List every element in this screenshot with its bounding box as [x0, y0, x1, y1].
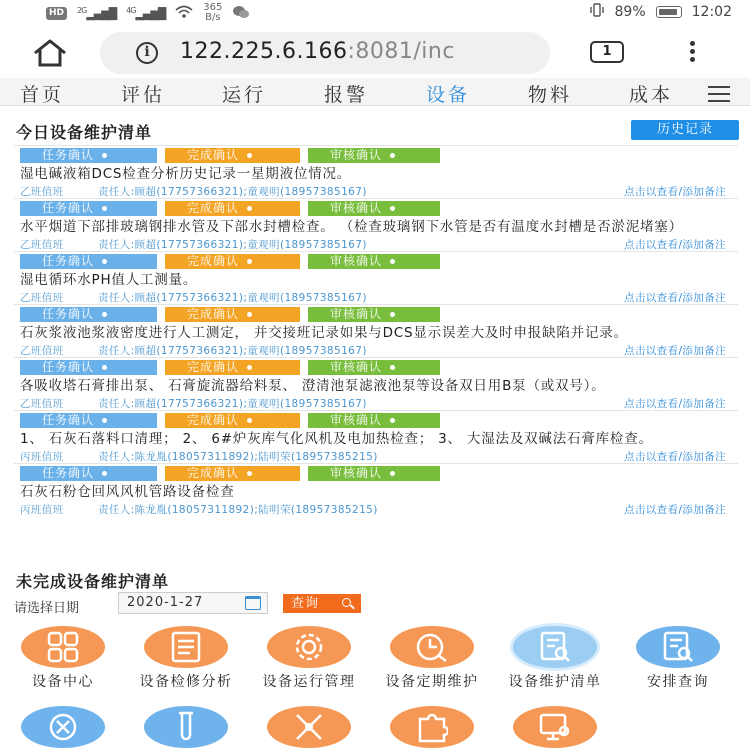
task-responsible: 责任人:顾超(17757366321);童观明(18957385167) [98, 292, 367, 304]
review-confirm-button[interactable] [308, 360, 440, 375]
target-icon[interactable] [21, 706, 105, 748]
task-action-row [14, 464, 738, 482]
home-icon[interactable] [30, 38, 70, 68]
wifi-icon [175, 5, 193, 22]
status-dot-icon [247, 312, 252, 317]
menu-tile[interactable] [249, 626, 369, 691]
menu-tile-label: 设备运行管理 [262, 674, 356, 690]
task-card [14, 198, 738, 251]
task-description: 水平烟道下部排玻璃钢排水管及下部水封槽检查。 （检查玻璃钢下水管是否有温度水封槽是否淤泥堵塞） [20, 219, 683, 235]
grid-icon[interactable] [21, 626, 105, 668]
url-port: :8081/inc [347, 39, 455, 64]
menu-tile[interactable] [372, 706, 492, 748]
tag-label: 完成确认 [187, 148, 240, 162]
address-bar[interactable] [100, 32, 550, 74]
speed-value: 365 [203, 2, 223, 13]
date-input[interactable] [118, 592, 268, 614]
tag-label: 审核确认 [330, 466, 383, 480]
unfinished-section-title: 未完成设备维护清单 [16, 572, 170, 591]
tag-label: 任务确认 [42, 201, 95, 215]
task-meta [14, 289, 738, 304]
today-section-title: 今日设备维护清单 [16, 123, 153, 142]
tag-label: 审核确认 [330, 413, 383, 427]
review-confirm-button[interactable] [308, 254, 440, 269]
tag-label: 完成确认 [187, 254, 240, 268]
task-responsible: 责任人:顾超(17757366321);童观明(18957385167) [98, 239, 367, 251]
view-add-note-link[interactable]: 点击以查看/添加备注 [623, 398, 726, 410]
more-menu-icon[interactable] [686, 41, 698, 65]
complete-confirm-button[interactable] [165, 413, 300, 428]
task-description: 湿电循环水PH值人工测量。 [20, 272, 198, 288]
task-shift: 乙班值班 [20, 292, 64, 304]
tag-label: 审核确认 [330, 360, 383, 374]
battery-percent: 89% [614, 4, 646, 20]
menu-tile[interactable] [126, 706, 246, 748]
status-dot-icon [102, 471, 107, 476]
review-confirm-button[interactable] [308, 307, 440, 322]
tag-label: 完成确认 [187, 360, 240, 374]
task-description: 1、 石灰石落料口清理； 2、 6#炉灰库气化风机及电加热检查； 3、 大湿法及双碱法石膏库检查。 [20, 431, 653, 447]
task-meta [14, 395, 738, 410]
signal-icon-2g: $^{2G}$▂▄▆█ [77, 5, 117, 21]
status-dot-icon [390, 259, 395, 264]
status-left [46, 3, 250, 23]
task-description: 各吸收塔石膏排出泵、 石膏旋流器给料泵、 澄清池泵滤液池泵等设备双日用B泵（或双号）。 [20, 378, 606, 394]
tag-label: 任务确认 [42, 307, 95, 321]
task-action-row [14, 252, 738, 270]
task-meta [14, 342, 738, 357]
status-dot-icon [390, 206, 395, 211]
history-button[interactable]: 历史记录 [631, 120, 739, 140]
menu-tile-label: 安排查询 [647, 674, 709, 690]
menu-tile[interactable] [495, 626, 615, 691]
info-icon[interactable]: i [136, 42, 158, 64]
status-dot-icon [390, 418, 395, 423]
network-4g-label: 4G [126, 5, 136, 15]
task-responsible: 责任人:顾超(17757366321);童观明(18957385167) [98, 345, 367, 357]
task-description: 石灰石粉仓回风风机管路设备检查 [20, 484, 235, 500]
complete-confirm-button[interactable] [165, 148, 300, 163]
status-dot-icon [247, 418, 252, 423]
browser-toolbar [0, 26, 750, 78]
tab-switcher-button[interactable]: 1 [590, 41, 624, 63]
task-action-row [14, 411, 738, 429]
complete-confirm-button[interactable] [165, 466, 300, 481]
menu-tile[interactable] [3, 706, 123, 748]
task-responsible: 责任人:陈龙胤(18057311892);陆明荣(18957385215) [98, 504, 378, 516]
task-confirm-button[interactable] [20, 307, 157, 322]
task-responsible: 责任人:陈龙胤(18057311892);陆明荣(18957385215) [98, 451, 378, 463]
status-dot-icon [102, 365, 107, 370]
main-nav [0, 78, 750, 106]
battery-icon [656, 6, 682, 18]
status-bar [0, 0, 750, 26]
task-confirm-button[interactable] [20, 413, 157, 428]
doc-search-icon[interactable] [636, 626, 720, 668]
task-card [14, 304, 738, 357]
menu-tile[interactable] [372, 626, 492, 691]
test-tube-icon[interactable] [144, 706, 228, 748]
task-shift: 乙班值班 [20, 398, 64, 410]
hamburger-menu-icon[interactable] [688, 78, 750, 106]
task-meta [14, 448, 738, 463]
menu-tile[interactable] [3, 626, 123, 691]
status-dot-icon [247, 259, 252, 264]
menu-tile-label: 设备检修分析 [139, 674, 233, 690]
task-shift: 乙班值班 [20, 239, 64, 251]
menu-tile[interactable] [126, 626, 246, 691]
date-label: 请选择日期 [14, 601, 80, 616]
complete-confirm-button[interactable] [165, 360, 300, 375]
review-confirm-button[interactable] [308, 413, 440, 428]
task-confirm-button[interactable] [20, 254, 157, 269]
view-add-note-link[interactable]: 点击以查看/添加备注 [623, 504, 726, 516]
view-add-note-link[interactable]: 点击以查看/添加备注 [623, 345, 726, 357]
tag-label: 完成确认 [187, 413, 240, 427]
network-speed [203, 3, 222, 23]
task-card [14, 251, 738, 304]
nav-tab-cost[interactable]: 成本 [629, 84, 674, 106]
tag-label: 任务确认 [42, 466, 95, 480]
view-add-note-link[interactable]: 点击以查看/添加备注 [623, 451, 726, 463]
menu-tile-label: 设备维护清单 [508, 674, 602, 690]
wechat-icon [232, 5, 250, 22]
task-card [14, 145, 738, 198]
search-icon [342, 598, 351, 607]
status-dot-icon [390, 153, 395, 158]
status-dot-icon [102, 259, 107, 264]
nav-tab-equipment[interactable]: 设备 [426, 84, 471, 106]
task-description: 湿电碱液箱DCS检查分析历史记录一星期液位情况。 [20, 166, 352, 182]
hd-badge: HD [46, 7, 67, 20]
view-add-note-link[interactable]: 点击以查看/添加备注 [623, 292, 726, 304]
nav-tab-material[interactable]: 物料 [528, 84, 573, 106]
review-confirm-button[interactable] [308, 148, 440, 163]
url-text[interactable] [180, 39, 455, 64]
task-shift: 乙班值班 [20, 186, 64, 198]
status-dot-icon [247, 153, 252, 158]
tag-label: 完成确认 [187, 307, 240, 321]
task-action-row [14, 305, 738, 323]
tag-label: 审核确认 [330, 254, 383, 268]
tag-label: 任务确认 [42, 148, 95, 162]
tag-label: 完成确认 [187, 201, 240, 215]
tag-label: 任务确认 [42, 254, 95, 268]
status-dot-icon [390, 312, 395, 317]
menu-tile-label: 设备定期维护 [385, 674, 479, 690]
status-dot-icon [102, 153, 107, 158]
review-confirm-button[interactable] [308, 466, 440, 481]
status-dot-icon [247, 365, 252, 370]
status-dot-icon [102, 418, 107, 423]
task-responsible: 责任人:顾超(17757366321);童观明(18957385167) [98, 398, 367, 410]
monitor-gear-icon[interactable] [513, 706, 597, 748]
task-meta [14, 236, 738, 251]
complete-confirm-button[interactable] [165, 254, 300, 269]
clock: 12:02 [691, 4, 732, 20]
task-confirm-button[interactable] [20, 201, 157, 216]
nav-tab-alarm[interactable]: 报警 [324, 84, 369, 106]
tag-label: 审核确认 [330, 148, 383, 162]
task-meta [14, 501, 738, 516]
task-card [14, 463, 738, 516]
vibrate-icon [589, 3, 605, 21]
speed-unit: B/s [205, 12, 221, 23]
status-dot-icon [102, 206, 107, 211]
tag-label: 任务确认 [42, 413, 95, 427]
checklist-icon[interactable] [144, 626, 228, 668]
nav-tab-home[interactable]: 首页 [20, 84, 65, 106]
task-description: 石灰浆液池浆液密度进行人工测定， 并交接班记录如果与DCS显示误差大及时申报缺陷并记录。 [20, 325, 628, 341]
nav-tab-evaluation[interactable]: 评估 [121, 84, 166, 106]
task-shift: 丙班值班 [20, 504, 64, 516]
menu-tile[interactable] [495, 706, 615, 748]
network-2g-label: 2G [77, 5, 87, 15]
task-shift: 丙班值班 [20, 451, 64, 463]
schedule-icon[interactable] [390, 626, 474, 668]
puzzle-icon[interactable] [390, 706, 474, 748]
calendar-icon[interactable] [245, 596, 261, 610]
menu-tile-label: 设备中心 [32, 674, 94, 690]
view-add-note-link[interactable]: 点击以查看/添加备注 [623, 186, 726, 198]
task-action-row [14, 358, 738, 376]
task-action-row [14, 199, 738, 217]
task-meta [14, 183, 738, 198]
task-card [14, 410, 738, 463]
menu-tile[interactable] [618, 626, 738, 691]
task-list [14, 145, 738, 516]
menu-tile[interactable] [249, 706, 369, 748]
task-shift: 乙班值班 [20, 345, 64, 357]
task-action-row [14, 146, 738, 164]
list-search-icon[interactable] [513, 626, 597, 668]
task-confirm-button[interactable] [20, 466, 157, 481]
tag-label: 任务确认 [42, 360, 95, 374]
query-label: 查询 [291, 596, 320, 611]
complete-confirm-button[interactable] [165, 307, 300, 322]
query-button[interactable] [283, 594, 361, 613]
review-confirm-button[interactable] [308, 201, 440, 216]
task-confirm-button[interactable] [20, 148, 157, 163]
complete-confirm-button[interactable] [165, 201, 300, 216]
tools-icon[interactable] [267, 706, 351, 748]
date-value: 2020-1-27 [127, 595, 204, 610]
task-confirm-button[interactable] [20, 360, 157, 375]
status-dot-icon [102, 312, 107, 317]
tag-label: 审核确认 [330, 201, 383, 215]
tag-label: 完成确认 [187, 466, 240, 480]
status-right [589, 3, 732, 21]
task-card [14, 357, 738, 410]
view-add-note-link[interactable]: 点击以查看/添加备注 [623, 239, 726, 251]
signal-icon-4g: $^{4G}$▂▄▆█ [126, 5, 166, 21]
gear-icon[interactable] [267, 626, 351, 668]
task-responsible: 责任人:顾超(17757366321);童观明(18957385167) [98, 186, 367, 198]
url-host: 122.225.6.166 [180, 39, 348, 64]
tag-label: 审核确认 [330, 307, 383, 321]
nav-tab-operation[interactable]: 运行 [222, 84, 267, 106]
status-dot-icon [390, 471, 395, 476]
status-dot-icon [247, 471, 252, 476]
status-dot-icon [247, 206, 252, 211]
status-dot-icon [390, 365, 395, 370]
